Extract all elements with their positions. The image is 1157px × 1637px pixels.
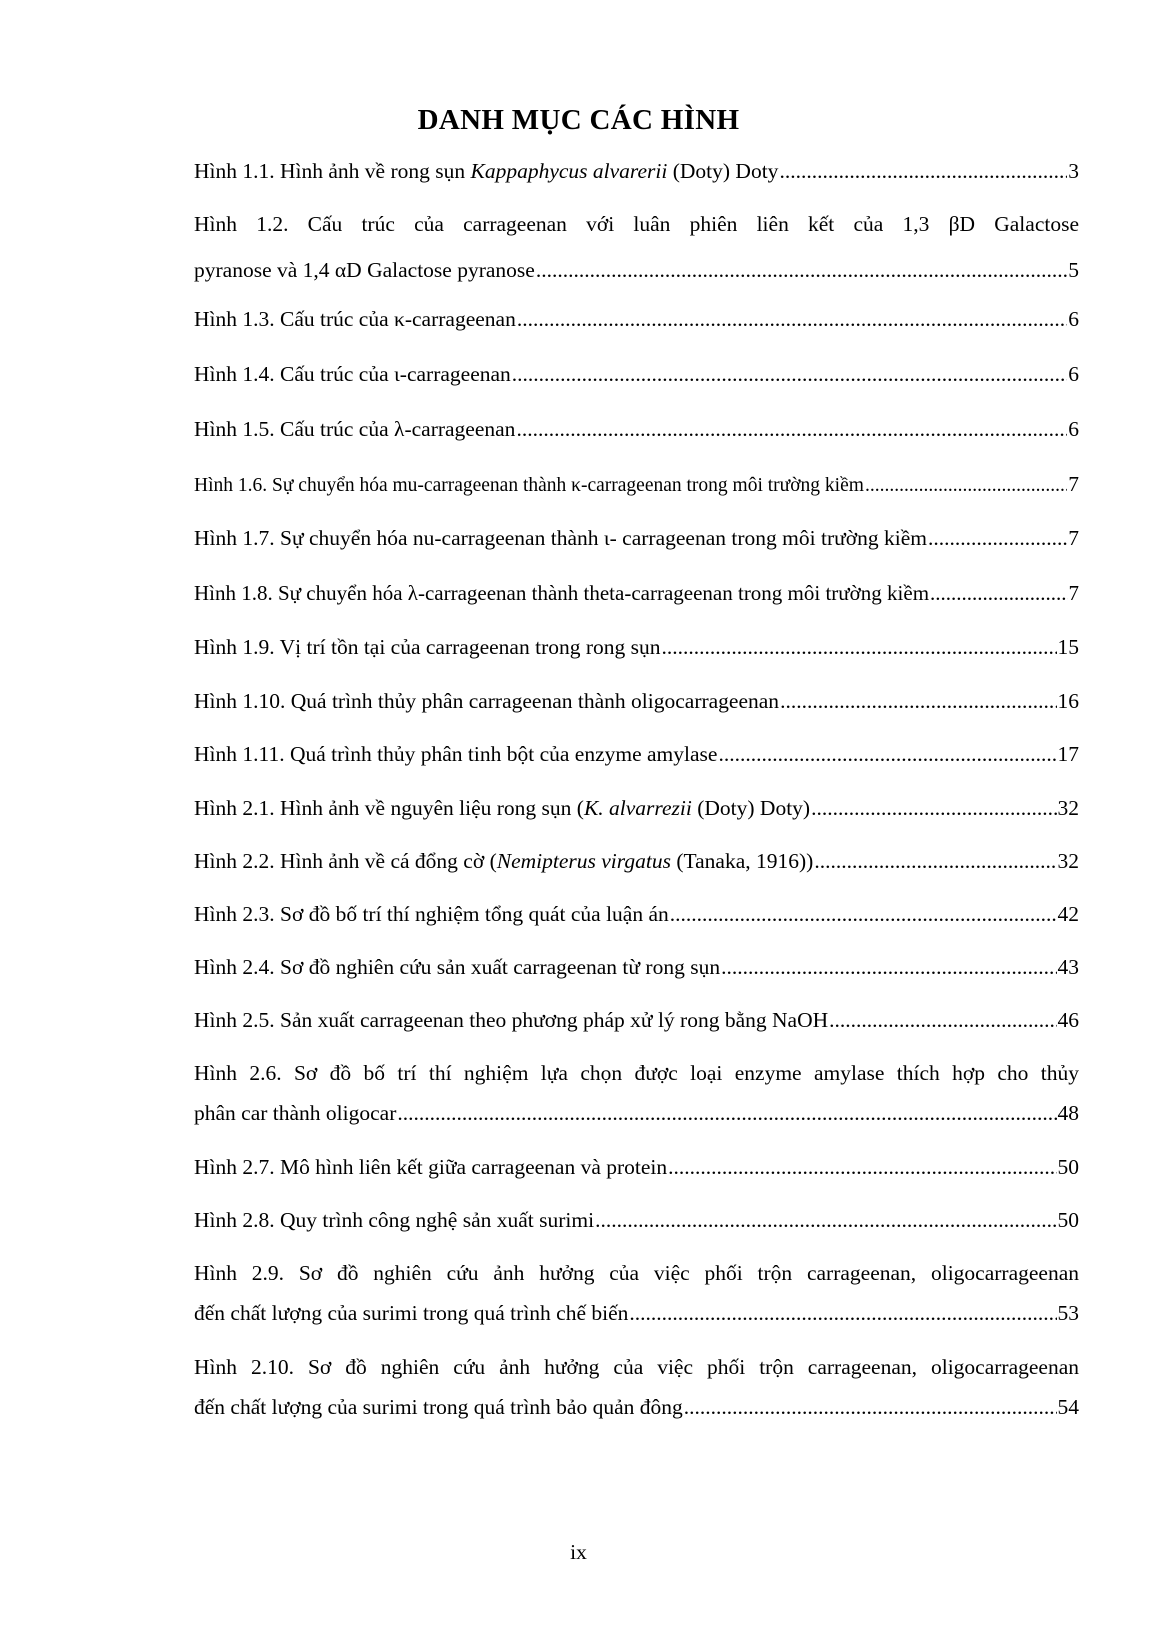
dot-leader xyxy=(517,306,1067,332)
dot-leader xyxy=(928,525,1067,551)
toc-entry-text-line1: Hình 2.6. Sơ đồ bố trí thí nghiệm lựa chọn được loại enzyme amylase thích hợp cho thủy xyxy=(194,1061,1079,1085)
toc-entry xyxy=(194,361,1079,387)
dot-leader xyxy=(512,361,1067,387)
dot-leader xyxy=(829,1007,1056,1033)
toc-entry xyxy=(194,306,1079,332)
toc-entry-text-line1: Hình 2.10. Sơ đồ nghiên cứu ảnh hưởng của việc phối trộn carrageenan, oligocarrageenan xyxy=(194,1355,1079,1379)
toc-entry-text: Hình 1.3. Cấu trúc của κ-carrageenan xyxy=(194,307,516,331)
toc-entry-text: đến chất lượng của surimi trong quá trình chế biến xyxy=(194,1301,629,1325)
dot-leader xyxy=(629,1300,1056,1326)
toc-entry xyxy=(194,158,1079,184)
dot-leader xyxy=(721,954,1056,980)
toc-entry-page: 17 xyxy=(1057,742,1079,766)
dot-leader xyxy=(930,580,1067,606)
toc-entry-text: Hình 1.1. Hình ảnh về rong sụn Kappaphycus alvarerii (Doty) Doty xyxy=(194,159,779,183)
dot-leader xyxy=(814,848,1056,874)
toc-entry-text-line1: Hình 2.9. Sơ đồ nghiên cứu ảnh hưởng của việc phối trộn carrageenan, oligocarrageenan xyxy=(194,1261,1079,1285)
toc-entry-page: 46 xyxy=(1057,1008,1079,1032)
toc-entry xyxy=(194,471,1079,499)
dot-leader xyxy=(595,1207,1056,1233)
toc-entry-page: 50 xyxy=(1057,1155,1079,1179)
dot-leader xyxy=(670,901,1057,927)
toc-entry xyxy=(194,688,1079,714)
toc-entry-page: 7 xyxy=(1068,526,1079,550)
dot-leader xyxy=(516,416,1067,442)
toc-entry-page: 15 xyxy=(1057,635,1079,659)
toc-entry xyxy=(194,211,1079,283)
toc-entry-text: Hình 2.7. Mô hình liên kết giữa carrageenan và protein xyxy=(194,1155,668,1179)
toc-entry-text: Hình 2.3. Sơ đồ bố trí thí nghiệm tổng quát của luận án xyxy=(194,902,669,926)
toc-entry-text: Hình 1.7. Sự chuyển hóa nu-carrageenan thành ι- carrageenan trong môi trường kiềm xyxy=(194,526,927,550)
toc-entry-text-line1: Hình 1.2. Cấu trúc của carrageenan với luân phiên liên kết của 1,3 βD Galactose xyxy=(194,212,1079,236)
dot-leader xyxy=(718,741,1056,767)
dot-leader xyxy=(668,1154,1056,1180)
toc-entry xyxy=(194,525,1079,551)
toc-entry xyxy=(194,1007,1079,1033)
toc-entry xyxy=(194,416,1079,442)
toc-entry-text: Hình 1.9. Vị trí tồn tại của carrageenan trong rong sụn xyxy=(194,635,661,659)
toc-entry-text: Hình 2.1. Hình ảnh về nguyên liệu rong sụn (K. alvarrezii (Doty) Doty) xyxy=(194,796,811,820)
toc-entry-page: 3 xyxy=(1068,159,1079,183)
toc-entry-text: Hình 1.11. Quá trình thủy phân tinh bột của enzyme amylase xyxy=(194,742,718,766)
dot-leader xyxy=(811,795,1056,821)
toc-entry xyxy=(194,954,1079,980)
toc-entry xyxy=(194,741,1079,767)
toc-entry xyxy=(194,580,1079,606)
toc-entry-page: 50 xyxy=(1057,1208,1079,1232)
dot-leader xyxy=(779,158,1067,184)
toc-entry-text: Hình 2.8. Quy trình công nghệ sản xuất surimi xyxy=(194,1208,595,1232)
toc-entry-page: 53 xyxy=(1057,1301,1079,1325)
toc-entry-text: phân car thành oligocar xyxy=(194,1101,397,1125)
toc-entry-text: Hình 2.4. Sơ đồ nghiên cứu sản xuất carrageenan từ rong sụn xyxy=(194,955,721,979)
toc-entry-page: 32 xyxy=(1057,796,1079,820)
toc-entry-page: 32 xyxy=(1057,849,1079,873)
toc-entry-text: Hình 1.6. Sự chuyển hóa mu-carrageenan thành κ-carrageenan trong môi trường kiềm xyxy=(194,475,864,496)
toc-entry xyxy=(194,1154,1079,1180)
toc-entry-text: Hình 2.5. Sản xuất carrageenan theo phương pháp xử lý rong bằng NaOH xyxy=(194,1008,829,1032)
toc-entry-page: 6 xyxy=(1068,307,1079,331)
dot-leader xyxy=(865,473,1067,499)
toc-entry-page: 6 xyxy=(1068,362,1079,386)
toc-entry-text: Hình 1.4. Cấu trúc của ι-carrageenan xyxy=(194,362,511,386)
dot-leader xyxy=(684,1394,1057,1420)
toc-entry-text: Hình 1.5. Cấu trúc của λ-carrageenan xyxy=(194,417,516,441)
toc-entry xyxy=(194,1354,1079,1420)
dot-leader xyxy=(662,634,1057,660)
toc-entry-page: 7 xyxy=(1068,472,1079,496)
toc-entry xyxy=(194,1207,1079,1233)
toc-entry xyxy=(194,848,1079,874)
toc-entry-page: 54 xyxy=(1057,1395,1079,1419)
toc-entry-page: 48 xyxy=(1057,1101,1079,1125)
toc-entry-text: pyranose và 1,4 αD Galactose pyranose xyxy=(194,258,535,282)
toc-entry-page: 7 xyxy=(1068,581,1079,605)
toc-entry-page: 42 xyxy=(1057,902,1079,926)
toc-entry xyxy=(194,1260,1079,1326)
dot-leader xyxy=(397,1100,1056,1126)
toc-entry-page: 16 xyxy=(1057,689,1079,713)
toc-entry xyxy=(194,1060,1079,1126)
toc-entry-page: 43 xyxy=(1057,955,1079,979)
page-title: DANH MỤC CÁC HÌNH xyxy=(417,104,740,136)
toc-entry xyxy=(194,634,1079,660)
toc-entry xyxy=(194,901,1079,927)
toc-entry xyxy=(194,795,1079,821)
dot-leader xyxy=(536,257,1067,283)
toc-entry-page: 6 xyxy=(1068,417,1079,441)
toc-entry-text: đến chất lượng của surimi trong quá trình bảo quản đông xyxy=(194,1395,683,1419)
toc-entry-text: Hình 2.2. Hình ảnh về cá đổng cờ (Nemipterus virgatus (Tanaka, 1916)) xyxy=(194,849,814,873)
toc-entry-text: Hình 1.10. Quá trình thủy phân carrageenan thành oligocarrageenan xyxy=(194,689,780,713)
toc-entry-page: 5 xyxy=(1068,258,1079,282)
toc-entry-text: Hình 1.8. Sự chuyển hóa λ-carrageenan thành theta-carrageenan trong môi trường kiềm xyxy=(194,581,930,605)
page-number: ix xyxy=(570,1540,587,1564)
dot-leader xyxy=(780,688,1056,714)
